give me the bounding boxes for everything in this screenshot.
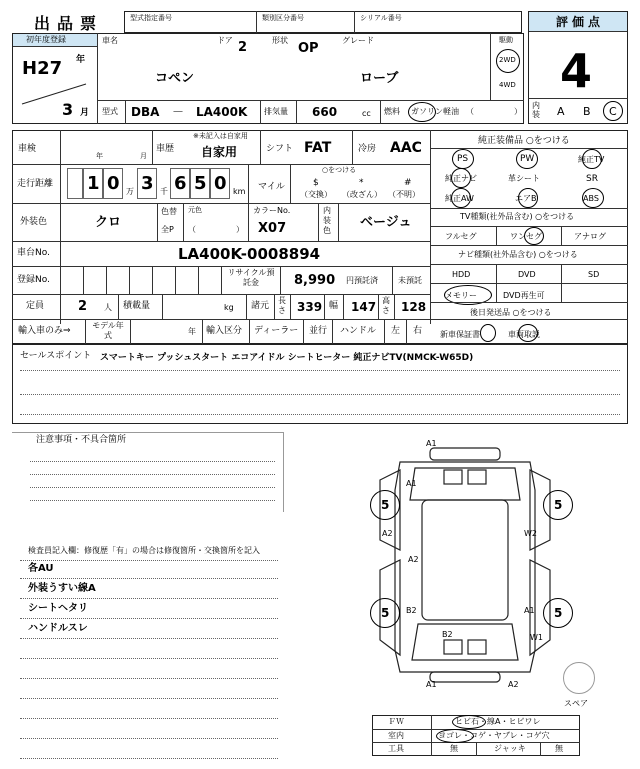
tire-front-right-value: 5 [554, 498, 563, 512]
dims-label: 諸元 [251, 301, 270, 311]
car-damage-diagram [360, 440, 563, 690]
meter-dollar: $ [313, 178, 319, 188]
height-label: 高さ [382, 296, 390, 315]
recycle-unpaid: 未預託 [398, 276, 422, 285]
recycle-amount: 8,990 [294, 273, 336, 288]
interior-opt-a: A [557, 105, 565, 118]
room-label: 室内 [388, 731, 404, 740]
tire-rear-left-value: 5 [381, 606, 390, 620]
diag-label-right-door: W2 [524, 529, 537, 538]
history-value: 自家用 [201, 145, 238, 159]
sales-point-label: セールスポイント [20, 351, 92, 361]
sales-point-text: スマートキー プッシュスタート エコアイドル シートヒーター 純正ナビTV(NMCK-W65D) [100, 353, 474, 363]
grade-box-label: 評価点 [556, 15, 605, 29]
door-label: ドア [217, 36, 233, 45]
height-value: 128 [401, 300, 427, 314]
length-label: 長さ [278, 296, 286, 315]
fw-values: ヒビ石・線A・ヒビワレ [455, 717, 541, 726]
shaken-label: 車検 [18, 144, 37, 154]
sen-unit: 千 [160, 187, 168, 196]
equip-aw: 純正AW [445, 194, 474, 203]
navi-memory: メモリー [445, 291, 477, 300]
interior-label: 内装 [532, 101, 540, 119]
model-dash: － [172, 105, 185, 119]
fuel-label: 燃料 [384, 107, 400, 116]
import-dealer: ディーラー [254, 326, 299, 336]
diag-label-rear-bumper-l: A1 [426, 680, 437, 689]
fuel-selected-circle [408, 102, 436, 122]
drive-selected-circle [496, 49, 520, 73]
handle-left: 左 [391, 326, 401, 336]
paren-right: ） [514, 107, 522, 116]
shape-label: 形状 [272, 36, 288, 45]
mile-label: マイル [258, 182, 285, 192]
overall-score: 4 [560, 44, 593, 98]
ac-label: 冷房 [358, 144, 377, 154]
chassis-label: 車台No. [17, 248, 50, 258]
equipment-title: 純正装備品 ○をつける [478, 136, 570, 146]
diag-label-front-bumper: A1 [426, 439, 437, 448]
tv-fullseg: フルセグ [445, 232, 477, 241]
mileage-digit-5: 5 [194, 173, 207, 194]
fw-label: ＦＷ [388, 717, 404, 726]
form-title: 出品票 [34, 14, 104, 33]
mileage-digit-3: 3 [141, 173, 154, 194]
km-unit: km [233, 187, 246, 196]
color-no: X07 [258, 221, 287, 236]
interior-color-label: 内装色 [323, 206, 331, 235]
first-reg-label: 初年度登録 [26, 35, 66, 44]
diag-label-rear-left: B2 [406, 606, 417, 615]
spare-label: スペア [564, 699, 588, 708]
tools-value: 無 [450, 744, 458, 753]
tire-rear-right-value: 5 [554, 606, 563, 620]
equip-pw: PW [520, 154, 535, 164]
import-class-label: 輸入区分 [206, 326, 243, 336]
drive-2wd: 2WD [499, 56, 516, 64]
fuel-gasoline: ガソリン [411, 107, 443, 116]
mileage-digit-4: 6 [174, 173, 187, 194]
diag-label-front-fender: A1 [406, 479, 417, 488]
jack-value: 無 [555, 744, 563, 753]
note-line-1: 各AU [28, 563, 54, 574]
mileage-label: 走行距離 [17, 179, 54, 189]
equip-leather: 革シート [508, 174, 540, 183]
reg-no-label: 登録No. [17, 275, 50, 285]
later-title: 後日発送品 ○をつける [470, 308, 552, 317]
meter-hash: # [404, 178, 412, 188]
cc-unit: cc [362, 109, 371, 118]
room-selected-circle [436, 729, 474, 743]
jack-label: ジャッキ [494, 744, 526, 753]
person-unit: 人 [104, 303, 112, 312]
width-value: 147 [351, 300, 377, 314]
chassis-number: LA400K-0008894 [178, 245, 321, 263]
fuel-diesel: 軽油 [443, 107, 459, 116]
equip-tv: 純正TV [578, 155, 605, 164]
tv-title: TV種類(社外品含む) ○をつける [460, 212, 575, 221]
diag-label-trunk: B2 [442, 630, 453, 639]
interior-selected-circle [603, 101, 623, 121]
ac-value: AAC [390, 140, 422, 156]
handle-label: ハンドル [340, 326, 377, 336]
grade: ローブ [360, 71, 399, 86]
color-no-label: カラーNo. [253, 206, 291, 215]
later-warranty: 新車保証書 [440, 330, 480, 339]
diag-label-left-panel: A2 [408, 555, 419, 564]
model-label: 型式 [102, 107, 118, 116]
meter-dollar-sub: （交換） [300, 190, 332, 199]
length-value: 339 [297, 300, 323, 314]
color-label: 外装色 [20, 217, 48, 227]
navi-dvd: DVD [518, 270, 536, 279]
tools-label: 工具 [388, 744, 404, 753]
body-shape: OP [298, 41, 319, 56]
repaint-label: 色替 [161, 207, 177, 216]
navi-dvd-playback: DVD再生可 [503, 291, 545, 300]
history-note: ※未記入は自家用 [193, 132, 248, 140]
interior-opt-b: B [583, 105, 591, 118]
paren-left-2: （ [188, 225, 196, 234]
type-no-label: 型式指定番号 [130, 14, 172, 22]
recycle-label: リサイクル預託金 [227, 268, 275, 287]
equip-airbag: エアB [515, 194, 537, 203]
drive-4wd: 4WD [499, 81, 516, 89]
meter-star-sub: （改ざん） [342, 190, 382, 199]
recycle-paid: 円預託済 [346, 276, 378, 285]
equip-ps: PS [457, 154, 469, 164]
tv-analog: アナログ [574, 232, 606, 241]
note-line-4: ハンドルスレ [28, 623, 88, 634]
import-label: 輸入車のみ⇒ [18, 326, 71, 336]
room-values: ヨゴレ・コゲ・ヤブレ・コゲ穴 [438, 731, 550, 740]
load-label: 積載量 [123, 301, 151, 311]
original-color-label: 元色 [188, 206, 202, 214]
class-no-label: 類別区分番号 [262, 14, 304, 22]
displacement-label: 排気量 [264, 107, 288, 116]
capacity: 2 [78, 299, 88, 314]
equip-navi: 純正ナビ [445, 174, 477, 183]
meter-star: * [359, 178, 364, 188]
car-name-label: 車名 [102, 36, 118, 45]
month-unit: 月 [80, 108, 90, 118]
door-count: 2 [238, 40, 248, 55]
spare-tire [563, 662, 595, 694]
serial-no-label: シリアル番号 [360, 14, 402, 22]
diag-label-left-door: A2 [382, 529, 393, 538]
header-number-boxes [124, 11, 522, 33]
later-manual: 車両取説 [508, 330, 540, 339]
all-paint-label: 全P [161, 225, 174, 234]
meter-circle-note: ○をつける [322, 166, 357, 174]
paren-right-2: ） [236, 225, 244, 234]
navi-sd: SD [588, 270, 600, 279]
exterior-color: クロ [95, 215, 122, 230]
navi-hdd: HDD [452, 270, 471, 279]
interior-color: ベージュ [360, 215, 412, 230]
reg-year: H27 [22, 58, 63, 79]
model-year-unit: 年 [188, 327, 196, 336]
capacity-label: 定員 [26, 301, 45, 311]
note-line-3: シートヘタリ [28, 603, 88, 614]
grade-label: グレード [342, 36, 374, 45]
diag-label-rear-right: A1 [524, 606, 535, 615]
diag-label-rear-bumper-r: A2 [508, 680, 519, 689]
model-year-label: モデル年式 [92, 321, 124, 340]
man-unit: 万 [126, 187, 134, 196]
drive-label: 駆動 [499, 36, 513, 44]
shift-value: FAT [304, 140, 332, 156]
navi-title: ナビ種類(社外品含む) ○をつける [458, 250, 578, 259]
mileage-digit-1: 1 [87, 173, 100, 194]
inspector-title: 検査員記入欄：修復歴「有」の場合は修復箇所・交換箇所を記入 [28, 546, 260, 555]
model-prefix: DBA [131, 105, 160, 119]
history-label: 車歴 [156, 144, 175, 154]
interior-opt-c: C [609, 105, 617, 118]
shift-label: シフト [266, 144, 294, 154]
shaken-month-unit: 月 [140, 152, 147, 160]
width-label: 幅 [329, 301, 339, 311]
notes-title: 注意事項・不具合箇所 [36, 435, 127, 445]
shaken-year-unit: 年 [96, 152, 103, 160]
handle-right: 右 [413, 326, 423, 336]
displacement: 660 [312, 105, 338, 119]
equip-sr: SR [586, 174, 598, 184]
paren-left: （ [466, 107, 474, 116]
mileage-digit-6: 0 [214, 173, 227, 194]
equip-abs: ABS [583, 194, 599, 203]
kg-unit: kg [224, 303, 234, 312]
car-name: コペン [155, 71, 195, 86]
diag-label-rear-glass: W1 [530, 633, 543, 642]
year-unit: 年 [76, 55, 86, 65]
fw-selected-circle [452, 715, 486, 729]
mileage-digit-2: 0 [107, 173, 120, 194]
tv-oneseg: ワンセグ [510, 232, 542, 241]
import-parallel: 並行 [309, 326, 328, 336]
model-code: LA400K [196, 105, 248, 119]
note-line-2: 外装うすい線A [28, 583, 96, 594]
reg-month: 3 [62, 100, 74, 119]
tire-front-left-value: 5 [381, 498, 390, 512]
meter-hash-sub: （不明） [388, 190, 420, 199]
